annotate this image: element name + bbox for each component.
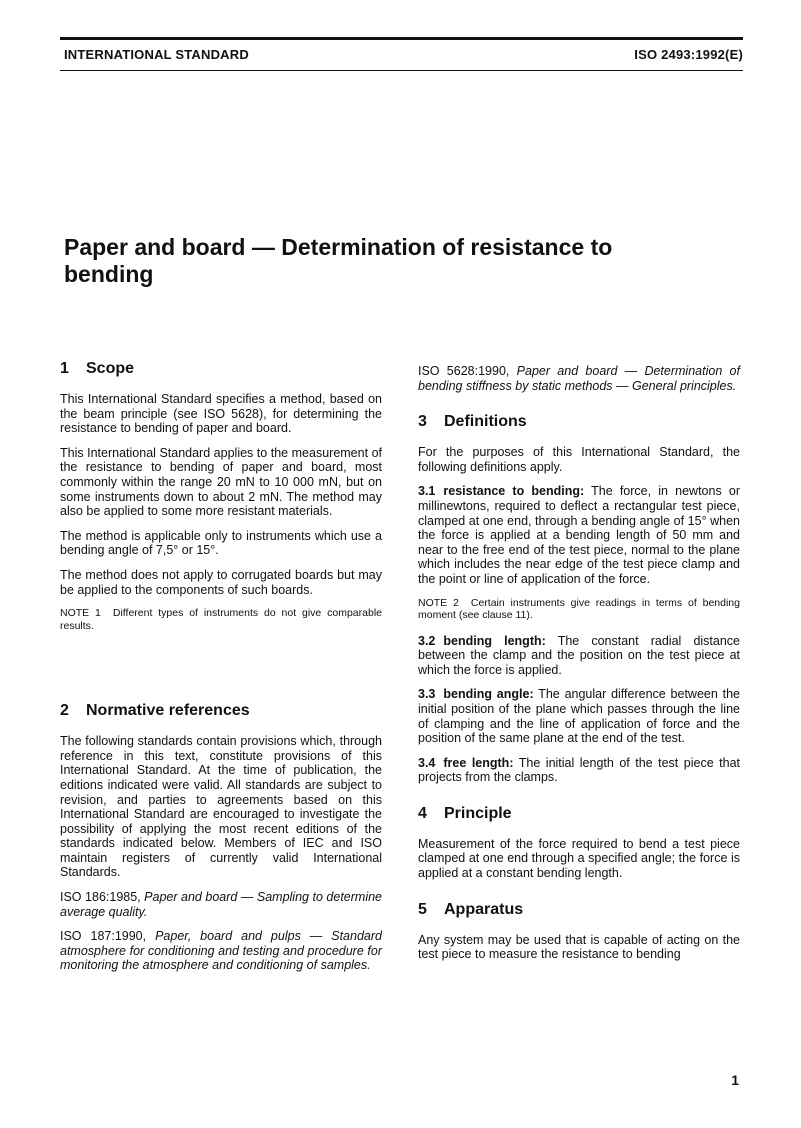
section-number: 2 [60,702,69,720]
principle-paragraph: Measurement of the force required to bend a test piece clamped at one end through a specified angle; the force is applied at a constant bending length. [418,836,740,881]
reference-title: Paper, board and pulps — Standard atmosphere for conditioning and testing and procedure for monitoring the atmosphere and conditioning of samples. [60,929,382,973]
note-text: Certain instruments give readings in terms of bending moment (see clause 11). [418,596,740,622]
note-text: Different types of instruments do not give comparable results. [60,607,382,632]
reference-code: ISO 5628:1990, [418,364,510,378]
note-label: NOTE 2 [418,596,459,609]
document-title [64,234,704,288]
left-column [60,360,382,983]
header-standard-type: INTERNATIONAL STANDARD [64,47,249,62]
section-heading-apparatus [418,901,740,919]
definition-3-3 [418,687,740,745]
title-line-2: bending [64,261,154,287]
section-number: 5 [418,900,427,918]
scope-paragraph-2: This International Standard applies to the measurement of the resistance to bending of paper and board, most commonly within the range 20 mN to 10 000 mN, but on some instruments down to about 2 mN. The method may also be applied to some more resistant materials. [60,445,382,519]
definition-text: The constant radial distance between the clamp and the position on the test piece at which the force is applied. [418,633,740,677]
definition-text: The force, in newtons or millinewtons, required to deflect a rectangular test piece, clamped at one end, through a bending angle of 15° when the force is applied at a bending length of 50 mm and near to the free end of the test piece, normal to the plane which includes the near edge of the test piece clamp and the point or line of application of the force. [418,484,740,586]
header-standard-number: ISO 2493:1992(E) [634,47,743,62]
section-number: 4 [418,804,427,822]
definition-text: The angular difference between the initial position of the plane which passes through the line of clamping and the line of application of force and the position of the same plane at the end of the test. [418,687,741,746]
definition-number: 3.4 [418,755,436,770]
section-heading-scope [60,360,382,378]
section-title: Definitions [444,413,527,431]
reference-title: Paper and board — Determination of bending stiffness by static methods — General principles. [418,364,740,393]
definition-term: free length: [443,755,514,770]
section-number: 3 [418,413,427,431]
reference-iso-187 [60,929,382,973]
scope-paragraph-1: This International Standard specifies a method, based on the beam principle (see ISO 5628), for determining the resistance to bending of paper and board. [60,392,382,436]
reference-iso-5628 [418,364,740,393]
title-line-1: Paper and board — Determination of resistance to [64,234,613,260]
reference-title: Paper and board — Sampling to determine average quality. [60,890,382,919]
definition-3-1 [418,484,740,586]
note-label: NOTE 1 [60,607,101,620]
header-rule-top [60,37,743,40]
section-title: Normative references [86,702,250,720]
section-title: Scope [86,360,135,377]
definition-number: 3.3 [418,687,436,702]
section-number: 1 [60,360,69,377]
section-title: Principle [444,804,512,822]
definitions-intro: For the purposes of this International Standard, the following definitions apply. [418,445,740,474]
definition-term: bending angle: [443,687,534,702]
definition-3-2 [418,634,740,678]
definition-number: 3.1 [418,484,436,499]
right-column [418,364,740,972]
definition-term: resistance to bending: [443,484,585,499]
scope-paragraph-4: The method does not apply to corrugated boards but may be applied to the components of such boards. [60,567,382,597]
header-rule-bottom [60,70,743,71]
section-heading-definitions [418,413,740,431]
note-2 [418,597,740,622]
page-number: 1 [731,1072,739,1088]
reference-code: ISO 186:1985, [60,890,141,905]
apparatus-paragraph: Any system may be used that is capable of acting on the test piece to measure the resistance to bending [418,932,740,962]
reference-code: ISO 187:1990, [60,929,147,944]
definition-text: The initial length of the test piece that projects from the clamps. [418,755,741,785]
definition-term: bending length: [443,633,546,648]
section-heading-normative [60,702,382,720]
definition-number: 3.2 [418,633,436,648]
definition-3-4 [418,756,740,785]
normative-paragraph-1: The following standards contain provisions which, through reference in this text, constitute provisions of this International Standard. At the time of publication, the editions indicated were valid. All standards are subject to revision, and parties to agreements based on this International Standard are encouraged to investigate the possibility of applying the most recent editions of the standards indicated below. Members of IEC and ISO maintain registers of currently valid International Standards. [60,734,382,880]
section-title: Apparatus [444,900,524,918]
section-heading-principle [418,805,740,823]
note-1 [60,607,382,632]
reference-iso-186 [60,890,382,919]
scope-paragraph-3: The method is applicable only to instruments which use a bending angle of 7,5° or 15°. [60,528,382,558]
